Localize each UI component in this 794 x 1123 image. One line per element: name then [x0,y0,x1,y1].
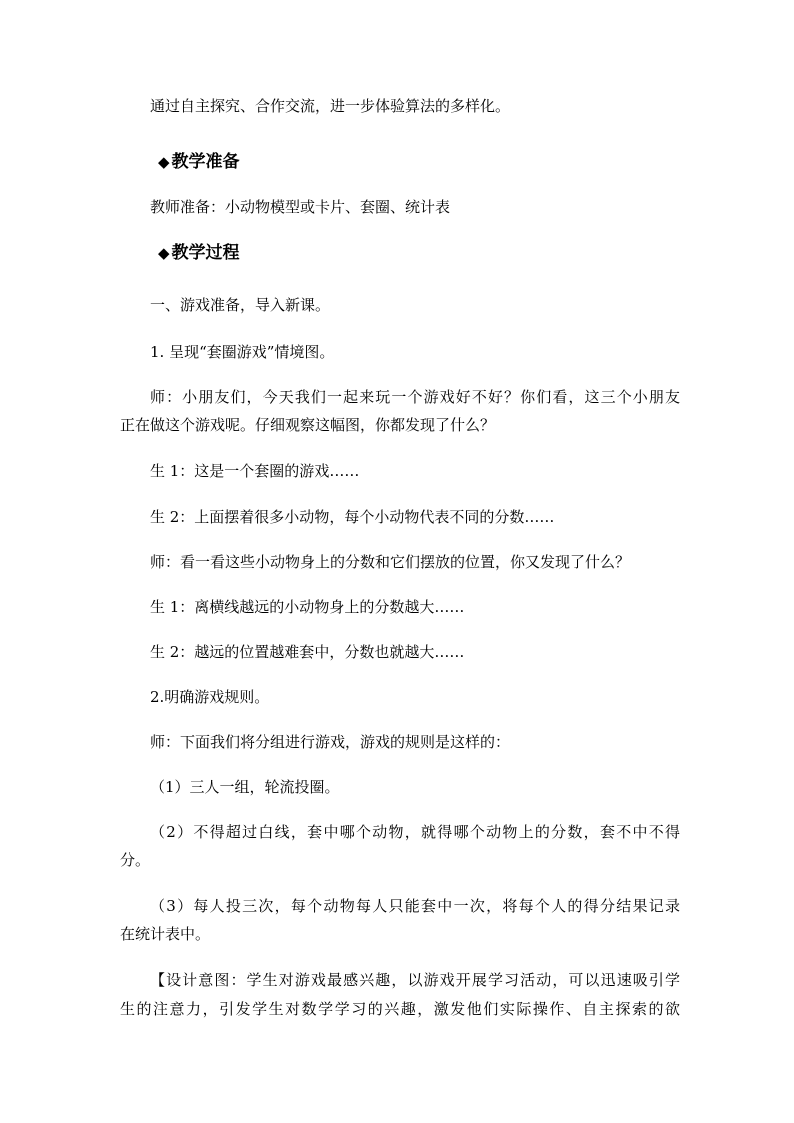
student2a: 生 2：上面摆着很多小动物，每个小动物代表不同的分数…… [150,508,555,526]
item2: 2.明确游戏规则。 [150,688,270,706]
prep-heading [158,150,240,174]
rule3-line1: （3）每人投三次，每个动物每人只能套中一次，将每个人的得分结果记录 [150,897,680,915]
teacher2: 师：看一看这些小动物身上的分数和它们摆放的位置，你又发现了什么？ [150,553,631,571]
design-intent-line1: 【设计意图：学生对游戏最感兴趣，以游戏开展学习活动，可以迅速吸引学 [150,971,680,989]
diamond-bullet-icon: ◆ [158,244,170,262]
rule2-line2: 分。 [120,851,151,869]
teacher3: 师：下面我们将分组进行游戏，游戏的规则是这样的： [150,733,511,751]
student1a: 生 1：这是一个套圈的游戏…… [150,462,360,480]
teacher1-line1: 师：小朋友们，今天我们一起来玩一个游戏好不好？你们看，这三个小朋友 [150,388,680,406]
rule2-line1: （2）不得超过白线，套中哪个动物，就得哪个动物上的分数，套不中不得 [150,823,680,841]
process-heading [158,241,240,265]
student1b: 生 1：离横线越远的小动物身上的分数越大…… [150,598,465,616]
rule3-line2: 在统计表中。 [120,925,211,943]
step1-title: 一、游戏准备，导入新课。 [150,296,331,314]
prep-text: 教师准备：小动物模型或卡片、套圈、统计表 [150,198,451,216]
design-intent-line2: 生的注意力，引发学生对数学学习的兴趣，激发他们实际操作、自主探索的欲 [120,1000,680,1018]
teacher1-line2: 正在做这个游戏呢。仔细观察这幅图，你都发现了什么？ [120,416,496,434]
student2b: 生 2：越远的位置越难套中，分数也就越大…… [150,643,465,661]
process-heading-text: 教学过程 [171,243,240,263]
intro-line: 通过自主探究、合作交流，进一步体验算法的多样化。 [150,97,511,115]
rule1: （1）三人一组，轮流投圈。 [150,778,340,796]
prep-heading-text: 教学准备 [171,152,240,172]
diamond-bullet-icon: ◆ [158,153,170,171]
item1: 1. 呈现“套圈游戏”情境图。 [150,343,335,361]
